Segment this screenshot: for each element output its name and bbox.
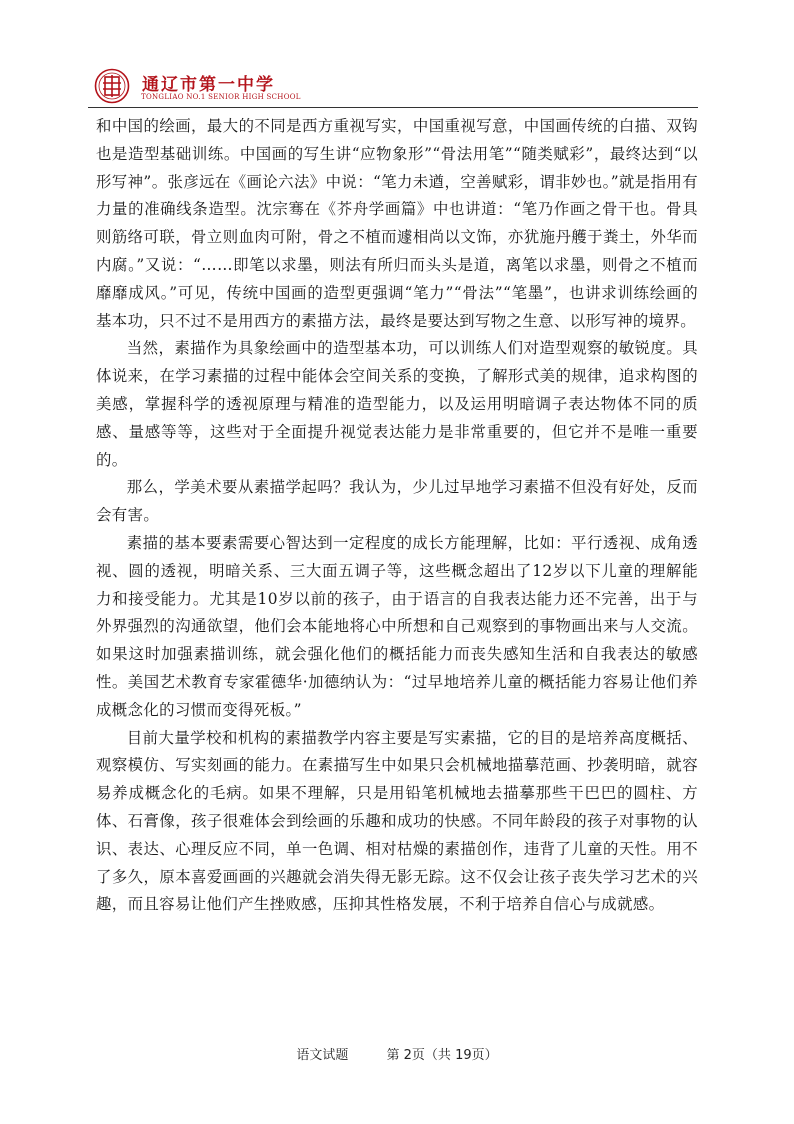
footer-page-number: 第 2页（共 19页）	[386, 1048, 498, 1063]
paragraph: 目前大量学校和机构的素描教学内容主要是写实素描，它的目的是培养高度概括、观察模仿、写实刻画的能力。在素描写生中如果只会机械地描摹范画、抄袭明暗，就容易养成概念化的毛病。如果不理解，只是用铅笔机械地去描摹那些干巴巴的圆柱、方体、石膏像，孩子很难体会到绘画的乐趣和成功的快感。不同年龄段的孩子对事物的认识、表达、心理反应不同，单一色调、相对枯燥的素描创作，违背了儿童的天性。用不了多久，原本喜爱画画的兴趣就会消失得无影无踪。这不仅会让孩子丧失学习艺术的兴趣，而且容易让他们产生挫败感，压抑其性格发展，不利于培养自信心与成就感。	[96, 728, 698, 914]
footer-subject: 语文试题	[296, 1048, 349, 1063]
header-divider	[88, 107, 698, 108]
school-name-en: TONGLIAO NO.1 SENIOR HIGH SCHOOL	[141, 93, 301, 101]
page-footer	[0, 1044, 794, 1063]
paragraph: 素描的基本要素需要心智达到一定程度的成长方能理解，比如：平行透视、成角透视、圆的透视，明暗关系、三大面五调子等，这些概念超出了12岁以下儿童的理解能力和接受能力。尤其是10岁以前的孩子，由于语言的自我表达能力还不完善，出于与外界强烈的沟通欲望，他们会本能地将心中所想和自己观察到的事物画出来与人交流。如果这时加强素描训练，就会强化他们的概括能力而丧失感知生活和自我表达的敏感性。美国艺术教育专家霍德华·加德纳认为：“过早地培养儿童的概括能力容易让他们养成概念化的习惯而变得死板。”	[96, 533, 698, 719]
paragraph: 那么，学美术要从素描学起吗？我认为，少儿过早地学习素描不但没有好处，反而会有害。	[96, 478, 698, 525]
school-name-cn: 通辽市第一中学	[142, 75, 275, 95]
school-logo-icon	[94, 68, 130, 104]
paragraph: 当然，素描作为具象绘画中的造型基本功，可以训练人们对造型观察的敏锐度。具体说来，在学习素描的过程中能体会空间关系的变换，了解形式美的规律，追求构图的美感，掌握科学的透视原理与精准的造型能力，以及运用明暗调子表达物体不同的质感、量感等等，这些对于全面提升视觉表达能力是非常重要的，但它并不是唯一重要的。	[96, 339, 698, 469]
article-body	[96, 113, 698, 919]
paragraph: 和中国的绘画，最大的不同是西方重视写实，中国重视写意，中国画传统的白描、双钩也是造型基础训练。中国画的写生讲“应物象形”“骨法用笔”“随类赋彩”，最终达到“以形写神”。张彦远在《画论六法》中说：“笔力未遒，空善赋彩，谓非妙也。”就是指用有力量的准确线条造型。沈宗骞在《芥舟学画篇》中也讲道：“笔乃作画之骨干也。骨具则筋络可联，骨立则血肉可附，骨之不植而遽相尚以文饰，亦犹施丹艧于粪土，外华而内腐。”又说：“……即笔以求墨，则法有所归而头头是道，离笔以求墨，则骨之不植而靡靡成风。”可见，传统中国画的造型更强调“笔力”“骨法”“笔墨”，也讲求训练绘画的基本功，只不过不是用西方的素描方法，最终是要达到写物之生意、以形写神的境界。	[96, 117, 698, 330]
page-header	[88, 60, 698, 110]
